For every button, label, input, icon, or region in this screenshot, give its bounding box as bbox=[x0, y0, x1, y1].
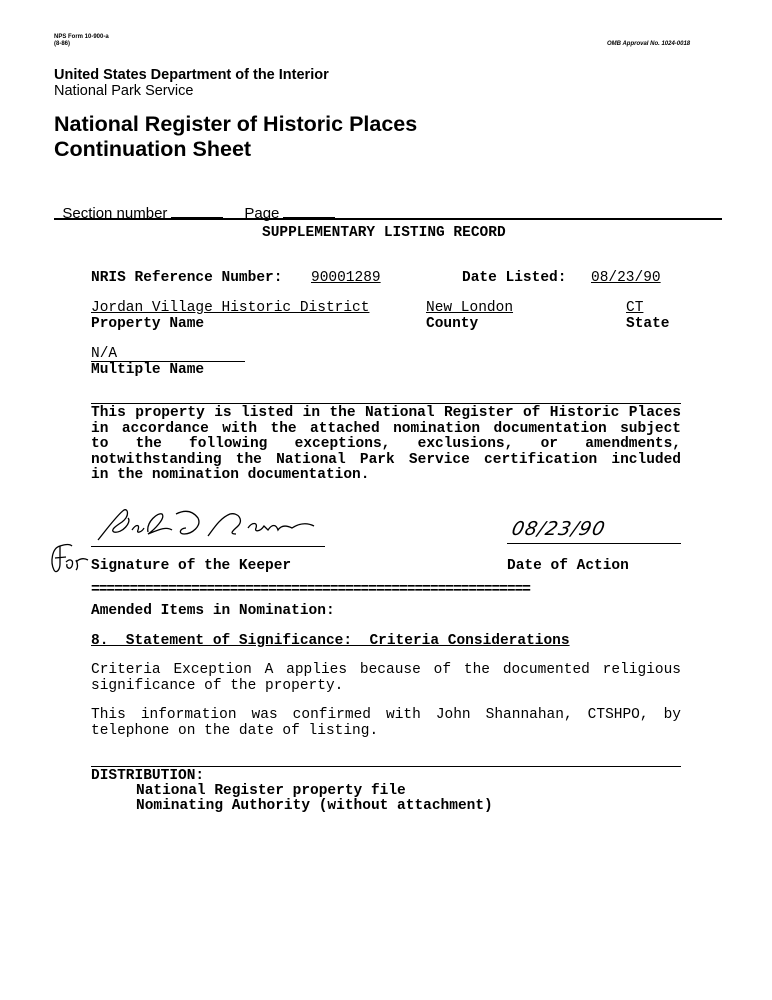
statement-line: in accordance with the attached nomination documentation subject bbox=[91, 420, 681, 437]
date-listed-value: 08/23/90 bbox=[591, 270, 661, 286]
property-name-label: Property Name bbox=[91, 316, 205, 332]
statement-line: in the nomination documentation. bbox=[91, 467, 370, 483]
nris-label: NRIS Reference Number: bbox=[91, 270, 283, 286]
page-field bbox=[236, 186, 335, 222]
criteria-line: significance of the property. bbox=[91, 677, 344, 694]
date-of-action-value: 08/23/90 bbox=[509, 518, 608, 540]
section-8-heading: 8. Statement of Significance: Criteria Considerations bbox=[91, 633, 570, 649]
omb-approval: OMB Approval No. 1024-0018 bbox=[607, 41, 691, 47]
statement-line: notwithstanding the National Park Service certification included bbox=[91, 451, 681, 468]
property-name-value: Jordan Village Historic District bbox=[91, 300, 370, 316]
criteria-paragraph bbox=[91, 663, 681, 694]
page-blank bbox=[283, 203, 335, 218]
separator-line: ========================================================= bbox=[91, 582, 530, 598]
criteria-line: Criteria Exception A applies because of the documented religious bbox=[91, 662, 681, 678]
form-title-line2: Continuation Sheet bbox=[54, 137, 252, 161]
header-rule bbox=[54, 218, 722, 220]
multiple-name-label: Multiple Name bbox=[91, 362, 205, 378]
confirmation-line: This information was confirmed with John Shannahan, CTSHPO, by bbox=[91, 707, 681, 723]
statement-line: This property is listed in the National Register of Historic Places bbox=[91, 405, 681, 421]
distribution-item: Nominating Authority (without attachment) bbox=[136, 798, 493, 814]
amended-heading: Amended Items in Nomination: bbox=[91, 603, 335, 619]
page-label: Page bbox=[244, 205, 280, 222]
keeper-signature-line bbox=[91, 546, 325, 547]
nris-value: 90001289 bbox=[311, 270, 381, 286]
distribution-rule bbox=[91, 766, 681, 767]
statement-rule bbox=[91, 403, 681, 404]
statement-line: to the following exceptions, exclusions, or amendments, bbox=[91, 436, 681, 452]
service-name: National Park Service bbox=[54, 83, 194, 99]
confirmation-line: telephone on the date of listing. bbox=[91, 722, 379, 739]
county-label: County bbox=[426, 316, 479, 332]
confirmation-paragraph bbox=[91, 708, 681, 739]
form-number: NPS Form 10-900-a bbox=[54, 34, 109, 40]
section-number-field bbox=[54, 186, 223, 222]
statement-paragraph bbox=[91, 406, 681, 484]
keeper-signature bbox=[88, 500, 328, 550]
multiple-name-value: N/A bbox=[91, 346, 118, 362]
section-number-label: Section number bbox=[62, 205, 168, 222]
date-of-action-line bbox=[507, 543, 681, 544]
section-number-blank bbox=[171, 203, 223, 218]
for-handwriting bbox=[46, 540, 92, 580]
county-value: New London bbox=[426, 300, 514, 316]
distribution-item: National Register property file bbox=[136, 783, 406, 799]
record-heading: SUPPLEMENTARY LISTING RECORD bbox=[262, 225, 506, 241]
department-name: United States Department of the Interior bbox=[54, 67, 329, 83]
form-date: (8-86) bbox=[54, 41, 71, 47]
date-of-action-label: Date of Action bbox=[507, 558, 629, 574]
keeper-signature-label: Signature of the Keeper bbox=[91, 558, 292, 574]
distribution-heading: DISTRIBUTION: bbox=[91, 768, 205, 784]
state-label: State bbox=[626, 316, 670, 332]
state-value: CT bbox=[626, 300, 644, 316]
form-title-line1: National Register of Historic Places bbox=[54, 112, 418, 136]
date-listed-label: Date Listed: bbox=[462, 270, 567, 286]
